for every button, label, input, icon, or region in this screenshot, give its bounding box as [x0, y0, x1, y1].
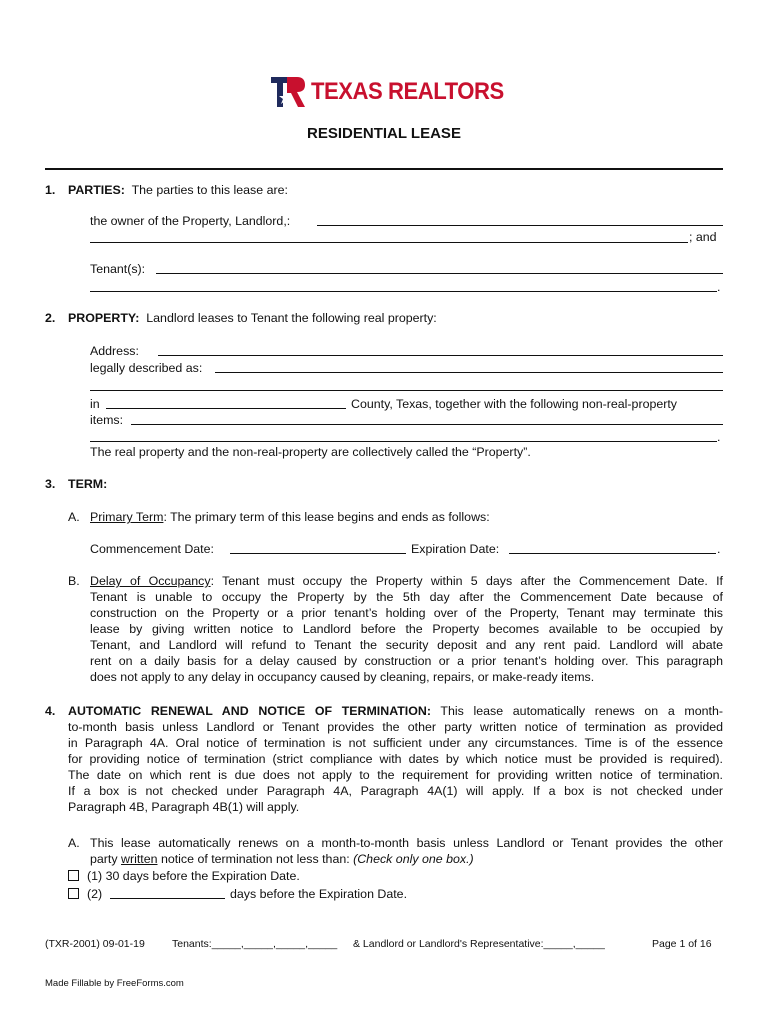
tenant-name-field-2[interactable] — [90, 279, 717, 292]
delay-line: : Tenant must occupy the Property within 5 days after the Commencement Date. If — [210, 574, 723, 588]
items-field[interactable] — [131, 412, 723, 425]
s1-heading-line — [68, 182, 288, 198]
s1-heading: PARTIES: — [68, 183, 125, 197]
commencement-date-field[interactable] — [230, 541, 406, 554]
primary-term-text: : The primary term of this lease begins and ends as follows: — [163, 510, 490, 524]
s3b-letter: B. — [68, 574, 80, 588]
delay-line: construction on the Property or a prior tenant’s holding over of the Property, Tenant may terminate this — [90, 606, 723, 620]
delay-line: lease by giving written notice to Landlord before the Property becomes available to be occupied by — [90, 622, 723, 636]
property-closing: The real property and the non-real-property are collectively called the “Property”. — [90, 445, 531, 459]
items-period: . — [717, 430, 721, 444]
items-label: items: — [90, 413, 124, 427]
option-2-suffix: days before the Expiration Date. — [230, 887, 408, 901]
in-text: in — [90, 397, 100, 411]
landlord-name-field-2[interactable] — [90, 230, 688, 243]
s3a-line — [90, 509, 490, 525]
legal-label: legally described as: — [90, 361, 203, 375]
option-1-label: (1) 30 days before the Expiration Date. — [87, 869, 300, 883]
s4-line: to-month basis unless Landlord or Tenant provides the other party written notice of termination as provided — [68, 720, 723, 734]
delay-line: Tenant, and Landlord will refund to Tenant the security deposit and any rent paid. Landlord will abate — [90, 638, 723, 652]
expiration-date-field[interactable] — [509, 541, 716, 554]
option-2-prefix: (2) — [87, 887, 103, 901]
s4-line: for providing notice of termination (strict compliance with dates by which notice must be provided is required). — [68, 752, 723, 766]
address-field[interactable] — [158, 343, 723, 356]
logo-text: TEXAS REALTORS — [311, 78, 504, 105]
address-label: Address: — [90, 344, 139, 358]
s4-line: The date on which rent is due does not apply to the requirement for providing written notice of termination. — [68, 768, 723, 782]
made-fillable-link[interactable]: Made Fillable by FreeForms.com — [45, 978, 184, 989]
primary-term-title: Primary Term — [90, 510, 164, 524]
county-text: County, Texas, together with the following non-real-property — [351, 397, 678, 411]
page-title: RESIDENTIAL LEASE — [307, 125, 461, 142]
footer-landlord-initials: & Landlord or Landlord's Representative:_____,_____ — [353, 938, 605, 950]
footer-form-id: (TXR-2001) 09-01-19 — [45, 938, 145, 950]
s2-number: 2. — [45, 311, 56, 325]
footer-page-number: Page 1 of 16 — [652, 938, 712, 950]
s2-intro: Landlord leases to Tenant the following real property: — [146, 311, 437, 325]
texas-realtors-logo — [271, 77, 520, 107]
tenant-name-field[interactable] — [156, 261, 723, 274]
delay-line: rent on a daily basis for a delay caused by construction or a prior tenant’s holding over. This paragraph — [90, 654, 723, 668]
and-text: ; and — [689, 230, 717, 244]
s3-heading: TERM: — [68, 477, 108, 491]
s4-number: 4. — [45, 704, 56, 718]
option-1-checkbox[interactable] — [68, 870, 79, 881]
s4a-letter: A. — [68, 836, 80, 850]
tenant-label: Tenant(s): — [90, 262, 146, 276]
legal-description-field-2[interactable] — [90, 378, 723, 391]
delay-line: does not apply to any delay in occupancy caused by cleaning, repairs, or make-ready items. — [90, 670, 595, 684]
s4a-paragraph — [90, 835, 723, 867]
option-1-row — [68, 868, 300, 884]
s4-heading: AUTOMATIC RENEWAL AND NOTICE OF TERMINATION: — [68, 704, 431, 718]
s3a-letter: A. — [68, 510, 80, 524]
delay-title: Delay of Occupancy — [90, 574, 211, 588]
s4a-line1: This lease automatically renews on a month-to-month basis unless Landlord or Tenant provides the other — [90, 836, 723, 850]
tenant-period: . — [717, 280, 721, 294]
s4-line: Paragraph 4B, Paragraph 4B(1) will apply. — [68, 800, 300, 814]
s1-intro: The parties to this lease are: — [131, 183, 288, 197]
s4-line: This lease automatically renews on a month- — [430, 704, 723, 718]
option-2-days-field[interactable] — [110, 886, 225, 899]
delay-line: Tenant is unable to occupy the Property by the 5th day after the Commencement Date because of — [90, 590, 723, 604]
s2-heading-line — [68, 310, 437, 326]
county-field[interactable] — [106, 396, 346, 409]
s4a-line2: party written notice of termination not less than: (Check only one box.) — [90, 852, 474, 866]
s1-number: 1. — [45, 183, 56, 197]
s4-paragraph — [68, 703, 723, 815]
s3b-paragraph — [90, 573, 723, 685]
expiration-label: Expiration Date: — [411, 542, 500, 556]
tr-logo-icon — [271, 77, 305, 107]
s4-line: If a box is not checked under Paragraph 4A, Paragraph 4A(1) will apply. If a box is not checked under — [68, 784, 723, 798]
s4-line: in Paragraph 4A. Oral notice of termination is not sufficient under any circumstances. Time is of the essence — [68, 736, 723, 750]
header-divider — [45, 168, 723, 170]
check-one-note: (Check only one box.) — [353, 852, 474, 866]
option-2-checkbox[interactable] — [68, 888, 79, 899]
option-2-row — [68, 886, 102, 902]
s2-heading: PROPERTY: — [68, 311, 140, 325]
items-field-2[interactable] — [90, 429, 717, 442]
footer-tenants-initials: Tenants:_____,_____,_____,_____ — [172, 938, 338, 950]
landlord-name-field[interactable] — [317, 213, 723, 226]
s3-number: 3. — [45, 477, 56, 491]
landlord-label: the owner of the Property, Landlord,: — [90, 214, 291, 228]
commencement-label: Commencement Date: — [90, 542, 214, 556]
expiration-period: . — [717, 542, 721, 556]
legal-description-field[interactable] — [215, 360, 723, 373]
